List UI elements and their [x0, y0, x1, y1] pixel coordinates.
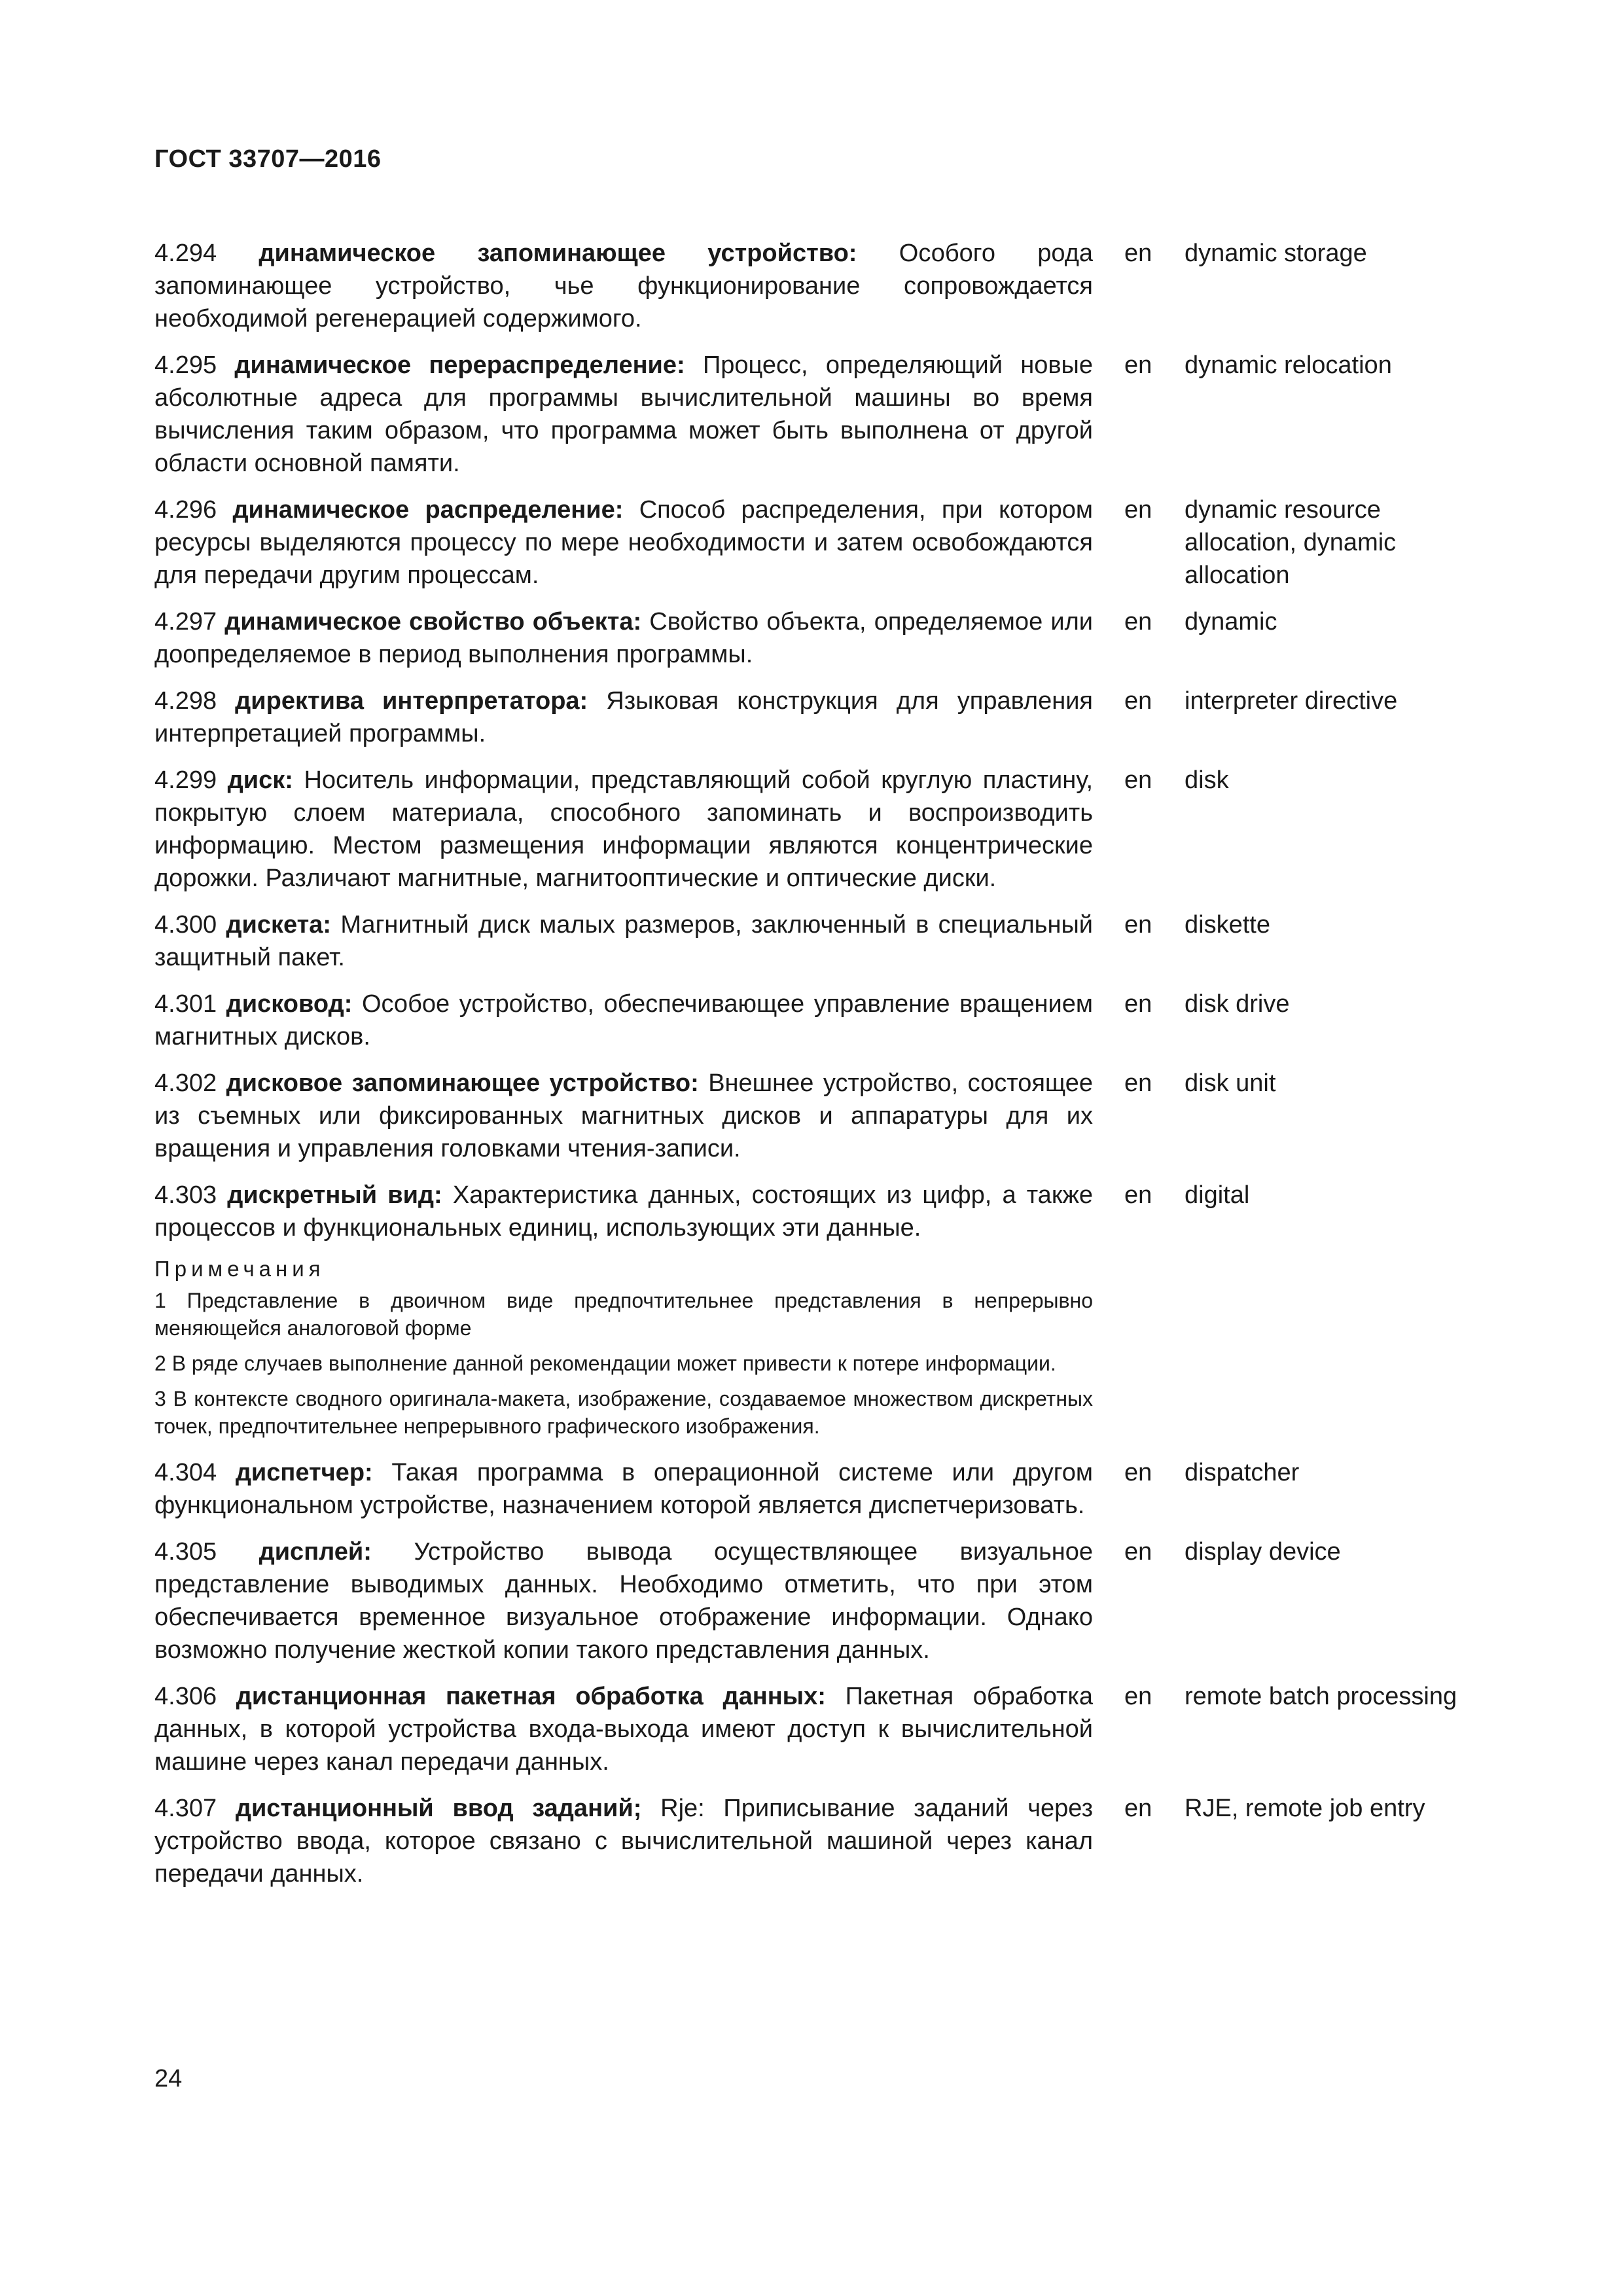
english-term: RJE, remote job entry: [1185, 1795, 1425, 1822]
term-name: диск:: [227, 766, 293, 794]
term-entry: [154, 493, 1489, 592]
page-number: 24: [154, 2065, 183, 2092]
english-term: dynamic relocation: [1185, 351, 1392, 379]
term-entry: [154, 237, 1489, 335]
term-number: 4.298: [154, 687, 217, 715]
term-entry: [154, 685, 1489, 750]
language-code: en: [1124, 687, 1152, 715]
term-definition: [154, 988, 1093, 1053]
term-number: 4.299: [154, 766, 217, 794]
definition-text: Магнитный диск малых размеров, заключенный в специальный защитный пакет.: [154, 911, 1093, 971]
term-number: 4.306: [154, 1683, 217, 1710]
term-definition: [154, 685, 1093, 750]
term-entry: [154, 1456, 1489, 1522]
term-number: 4.304: [154, 1459, 217, 1486]
language-code: en: [1124, 911, 1152, 939]
english-term: disk: [1185, 766, 1229, 794]
definition-text: Характеристика данных, состоящих из цифр, а также процессов и функциональных единиц, использующих эти данные.: [154, 1181, 1093, 1242]
english-term: digital: [1185, 1181, 1250, 1209]
language-code: en: [1124, 1683, 1152, 1710]
english-term: display device: [1185, 1538, 1341, 1566]
english-term: dispatcher: [1185, 1459, 1300, 1486]
definition-text: Особое устройство, обеспечивающее управление вращением магнитных дисков.: [154, 990, 1093, 1050]
term-number: 4.296: [154, 496, 217, 524]
term-definition: [154, 1792, 1093, 1890]
term-entry: [154, 1792, 1489, 1890]
term-number: 4.303: [154, 1181, 217, 1209]
document-header: ГОСТ 33707—2016: [154, 145, 382, 173]
language-code: en: [1124, 496, 1152, 524]
term-name: дискета:: [226, 911, 332, 939]
term-definition: [154, 1067, 1093, 1165]
term-number: 4.294: [154, 240, 217, 267]
term-entry: [154, 988, 1489, 1053]
language-code: en: [1124, 990, 1152, 1018]
term-entry: [154, 1179, 1489, 1244]
term-name: дискретный вид:: [227, 1181, 442, 1209]
term-name: дисплей:: [259, 1538, 372, 1566]
term-name: динамическое запоминающее устройство:: [259, 240, 857, 267]
term-name: динамическое перераспределение:: [234, 351, 685, 379]
english-term: dynamic: [1185, 608, 1277, 636]
definition-text: Пакетная обработка данных, в которой устройства входа-выхода имеют доступ к вычислительной машине через канал передачи данных.: [154, 1683, 1093, 1776]
term-name: дисковод:: [226, 990, 353, 1018]
notes-heading: Примечания: [154, 1257, 325, 1281]
term-number: 4.302: [154, 1069, 217, 1097]
notes-block: [154, 1254, 1093, 1440]
definition-text: Способ распределения, при котором ресурсы выделяются процессу по мере необходимости и затем освобождаются для передачи другим процессам.: [154, 496, 1093, 589]
term-name: динамическое распределение:: [232, 496, 624, 524]
term-number: 4.300: [154, 911, 217, 939]
term-name: директива интерпретатора:: [235, 687, 588, 715]
language-code: en: [1124, 608, 1152, 636]
term-definition: [154, 1179, 1093, 1244]
definition-text: Устройство вывода осуществляющее визуальное представление выводимых данных. Необходимо отметить, что при этом обеспечивается временное визуальное отображение информации. Однако возможно получение жесткой копии такого представления данных.: [154, 1538, 1094, 1664]
term-definition: [154, 349, 1093, 480]
english-term: disk unit: [1185, 1069, 1276, 1097]
term-definition: [154, 493, 1093, 592]
definition-text: Такая программа в операционной системе или другом функциональном устройстве, назначением которой является диспетчеризовать.: [154, 1459, 1093, 1519]
term-number: 4.305: [154, 1538, 217, 1566]
language-code: en: [1124, 1795, 1152, 1822]
language-code: en: [1124, 766, 1152, 794]
term-definition: [154, 605, 1093, 671]
term-number: 4.297: [154, 608, 217, 636]
term-definition: [154, 764, 1093, 895]
term-entry: [154, 349, 1489, 480]
english-term: dynamic resource allocation, dynamic allocation: [1185, 496, 1397, 589]
term-name: диспетчер:: [235, 1459, 373, 1486]
definition-text: Носитель информации, представляющий собой круглую пластину, покрытую слоем материала, способного запоминать и воспроизводить информацию. Местом размещения информации являются концентрические дорожки. Различают магнитные, магнитооптические и оптические диски.: [154, 766, 1094, 892]
term-number: 4.295: [154, 351, 217, 379]
english-term: diskette: [1185, 911, 1270, 939]
term-definition: [154, 237, 1093, 335]
term-entry: [154, 1067, 1489, 1165]
english-term: remote batch processing: [1185, 1683, 1457, 1710]
term-entry: [154, 1535, 1489, 1666]
term-number: 4.307: [154, 1795, 217, 1822]
term-name: дистанционный ввод заданий;: [235, 1795, 642, 1822]
english-term: disk drive: [1185, 990, 1290, 1018]
note-item: 3 В контексте сводного оригинала-макета, изображение, создаваемое множеством дискретных точек, предпочтительнее непрерывного графического изображения.: [154, 1387, 1093, 1438]
term-number: 4.301: [154, 990, 217, 1018]
definition-text: Свойство объекта, определяемое или доопределяемое в период выполнения программы.: [154, 608, 1093, 668]
term-name: дисковое запоминающее устройство:: [226, 1069, 699, 1097]
language-code: en: [1124, 1069, 1152, 1097]
term-definition: [154, 1456, 1093, 1522]
definition-text: Rje: Приписывание заданий через устройство ввода, которое связано с вычислительной машиной через канал передачи данных.: [154, 1795, 1094, 1888]
term-definition: [154, 1680, 1093, 1778]
language-code: en: [1124, 240, 1152, 267]
definition-text: Внешнее устройство, состоящее из съемных или фиксированных магнитных дисков и аппаратуры для их вращения и управления головками чтения-записи.: [154, 1069, 1094, 1162]
english-term: dynamic storage: [1185, 240, 1367, 267]
term-definition: [154, 1535, 1093, 1666]
english-term: interpreter directive: [1185, 687, 1398, 715]
definition-text: Процесс, определяющий новые абсолютные адреса для программы вычислительной машины во время вычисления таким образом, что программа может быть выполнена от другой области основной памяти.: [154, 351, 1093, 477]
language-code: en: [1124, 1181, 1152, 1209]
term-definition: [154, 908, 1093, 974]
term-entry: [154, 764, 1489, 895]
definition-text: Языковая конструкция для управления интерпретацией программы.: [154, 687, 1093, 747]
term-entry: [154, 908, 1489, 974]
note-item: 1 Представление в двоичном виде предпочтительнее представления в непрерывно меняющейся аналоговой форме: [154, 1289, 1093, 1340]
term-name: динамическое свойство объекта:: [224, 608, 642, 636]
term-name: дистанционная пакетная обработка данных:: [236, 1683, 826, 1710]
term-entry: [154, 1680, 1489, 1778]
language-code: en: [1124, 1538, 1152, 1566]
terms-list: [154, 237, 1489, 1904]
note-item: 2 В ряде случаев выполнение данной рекомендации может привести к потере информации.: [154, 1352, 1056, 1375]
definition-text: Особого рода запоминающее устройство, чье функционирование сопровождается необходимой регенерацией содержимого.: [154, 240, 1093, 332]
language-code: en: [1124, 1459, 1152, 1486]
term-entry: [154, 605, 1489, 671]
language-code: en: [1124, 351, 1152, 379]
